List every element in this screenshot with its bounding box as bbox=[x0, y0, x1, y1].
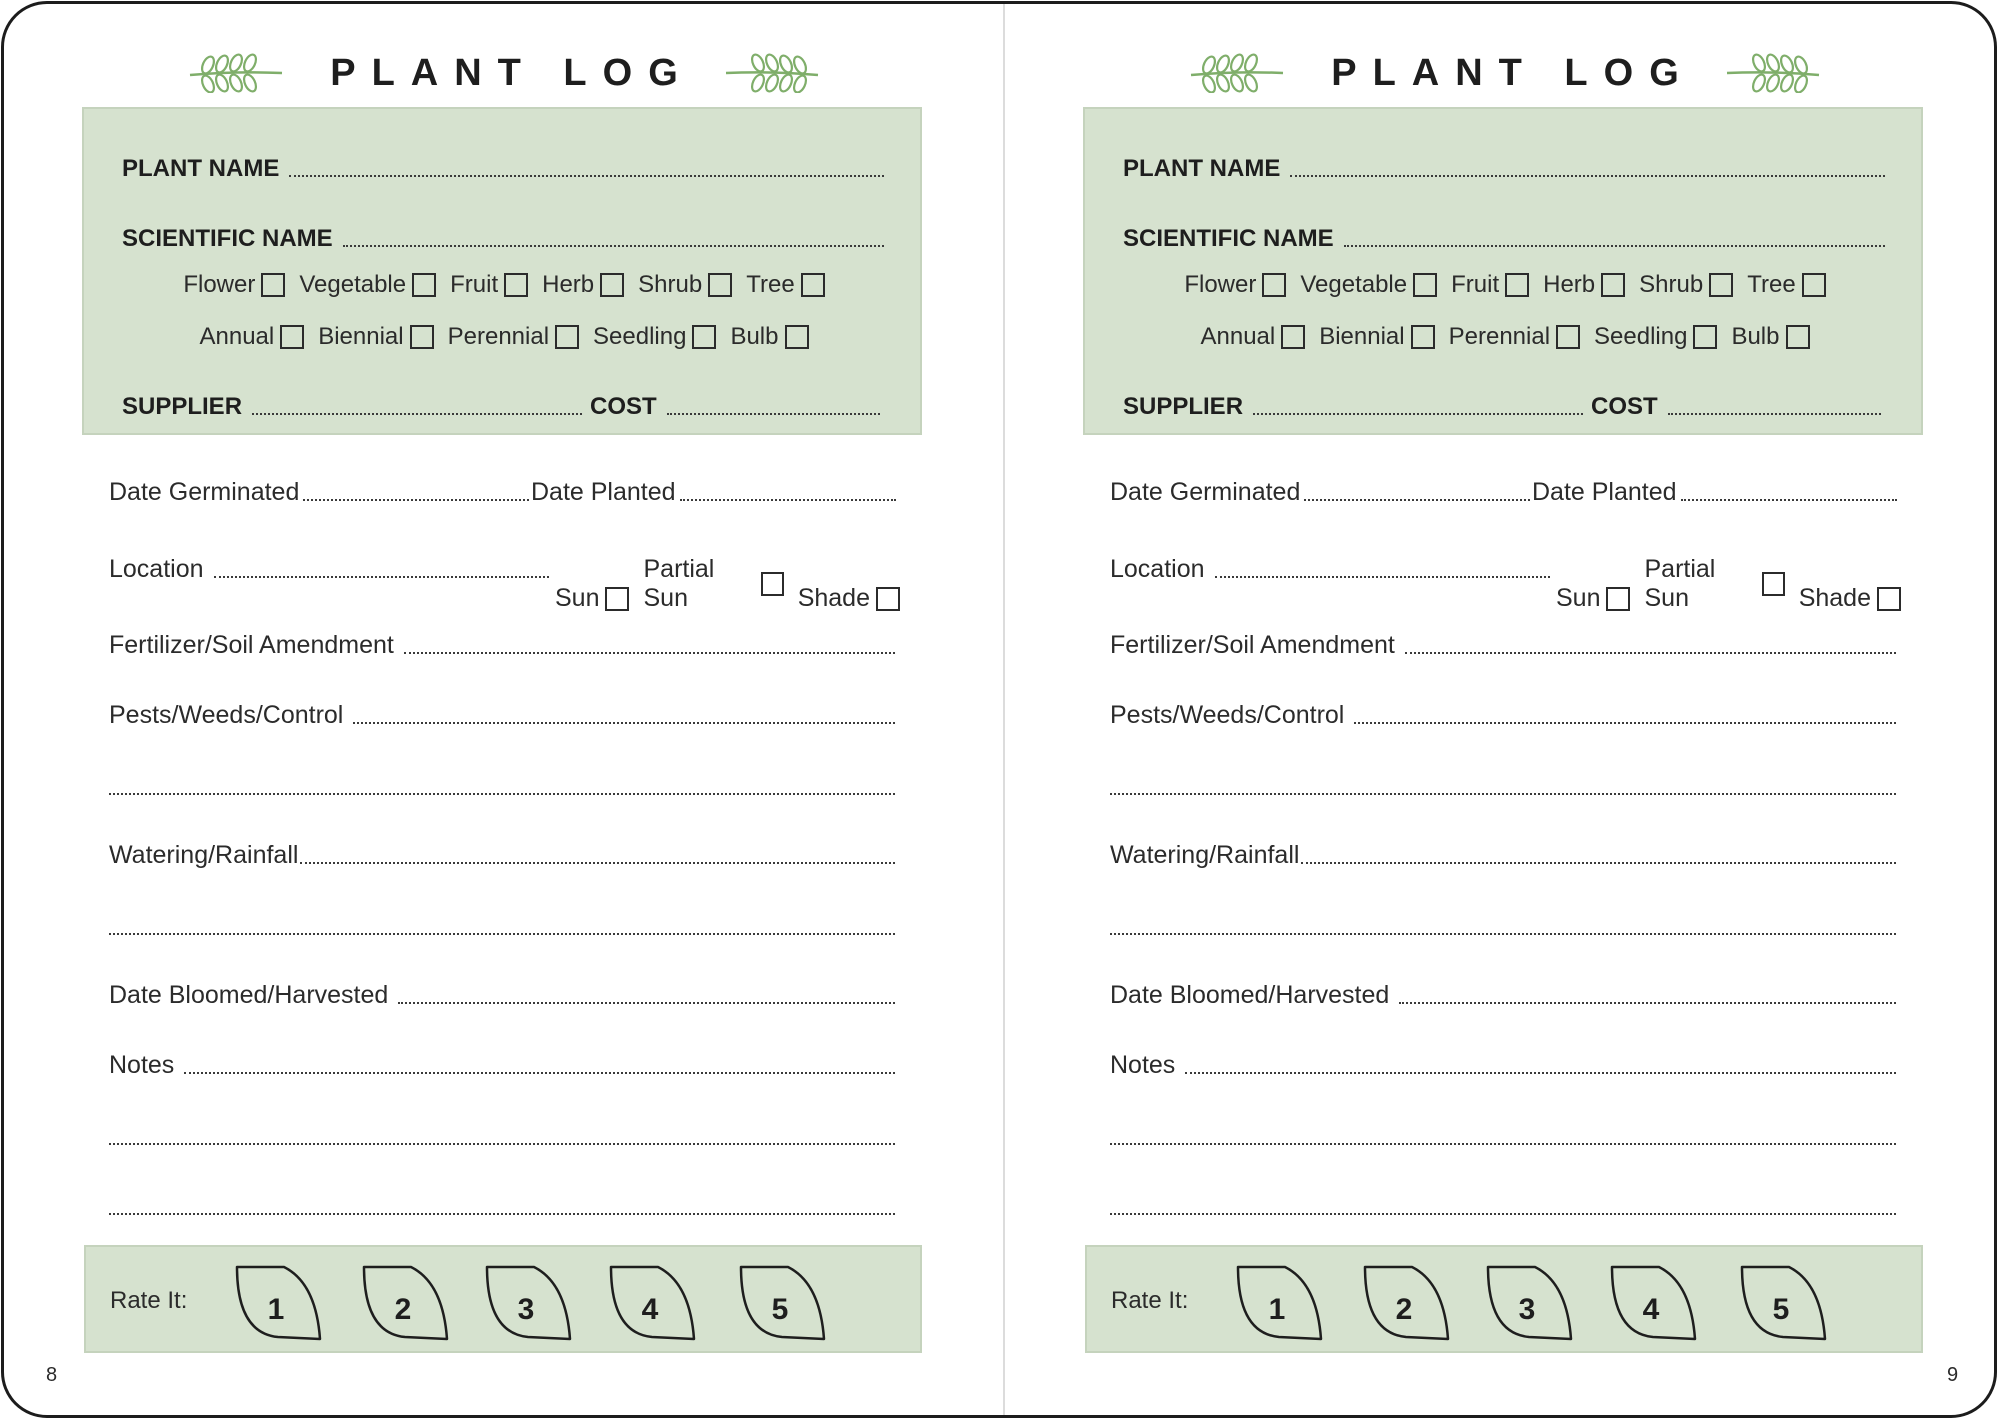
supplier-label: SUPPLIER bbox=[1123, 393, 1244, 420]
checkbox[interactable] bbox=[1709, 273, 1733, 297]
checkbox[interactable] bbox=[410, 325, 434, 349]
checkbox[interactable] bbox=[1413, 273, 1437, 297]
rating-leaf-2[interactable]: 2 bbox=[361, 1263, 451, 1343]
rate-label: Rate It: bbox=[1111, 1287, 1189, 1314]
date-germinated-line[interactable] bbox=[303, 499, 529, 501]
checkbox[interactable] bbox=[605, 587, 629, 611]
scientific-name-line[interactable] bbox=[1344, 245, 1885, 247]
cycle-perennial[interactable]: Perennial bbox=[448, 323, 579, 351]
cycle-bulb[interactable]: Bulb bbox=[1731, 323, 1809, 351]
cost-line[interactable] bbox=[1668, 413, 1881, 415]
left-page bbox=[4, 4, 1004, 1415]
cycle-perennial[interactable]: Perennial bbox=[1449, 323, 1580, 351]
plant-info-panel bbox=[82, 107, 922, 435]
date-planted-field[interactable] bbox=[1532, 478, 1897, 507]
pests-field[interactable] bbox=[1110, 701, 1896, 730]
type-herb[interactable]: Herb bbox=[542, 271, 624, 299]
location-field[interactable] bbox=[109, 555, 549, 584]
type-tree[interactable]: Tree bbox=[746, 271, 824, 299]
checkbox[interactable] bbox=[1606, 587, 1630, 611]
date-planted-field[interactable] bbox=[531, 478, 896, 507]
bloomed-field[interactable] bbox=[1110, 981, 1896, 1010]
watering-label: Watering/Rainfall bbox=[109, 841, 299, 869]
plant-type-row bbox=[1085, 271, 1925, 299]
leaf-sprig-icon bbox=[722, 53, 822, 93]
notes-line[interactable] bbox=[184, 1072, 895, 1074]
leaf-sprig-icon bbox=[186, 53, 286, 93]
notes-extra-line[interactable] bbox=[1110, 1213, 1896, 1215]
checkbox[interactable] bbox=[1601, 273, 1625, 297]
checkbox[interactable] bbox=[708, 273, 732, 297]
scientific-name-field[interactable] bbox=[1123, 225, 1885, 253]
type-fruit[interactable]: Fruit bbox=[1451, 271, 1529, 299]
type-tree[interactable]: Tree bbox=[1747, 271, 1825, 299]
notes-extra-line[interactable] bbox=[109, 1143, 895, 1145]
fertilizer-label: Fertilizer/Soil Amendment bbox=[109, 631, 394, 659]
checkbox[interactable] bbox=[412, 273, 436, 297]
watering-label: Watering/Rainfall bbox=[1110, 841, 1300, 869]
cycle-biennial[interactable]: Biennial bbox=[1319, 323, 1434, 351]
cost-label: COST bbox=[1591, 393, 1658, 420]
scientific-name-line[interactable] bbox=[343, 245, 884, 247]
rating-leaf-5[interactable]: 5 bbox=[738, 1263, 828, 1343]
sun-option-shade[interactable]: Shade bbox=[798, 584, 900, 613]
date-planted-label: Date Planted bbox=[531, 478, 676, 506]
cycle-biennial[interactable]: Biennial bbox=[318, 323, 433, 351]
location-label: Location bbox=[109, 555, 204, 583]
notes-field[interactable] bbox=[109, 1051, 895, 1080]
sun-option-sun[interactable]: Sun bbox=[1556, 584, 1630, 613]
leaf-sprig-icon bbox=[1187, 53, 1287, 93]
type-flower[interactable]: Flower bbox=[1184, 271, 1286, 299]
location-field[interactable] bbox=[1110, 555, 1550, 584]
pests-line[interactable] bbox=[1354, 722, 1896, 724]
page-number: 8 bbox=[46, 1364, 58, 1386]
notes-field[interactable] bbox=[1110, 1051, 1896, 1080]
rating-leaf-4[interactable]: 4 bbox=[1609, 1263, 1699, 1343]
rating-leaf-4[interactable]: 4 bbox=[608, 1263, 698, 1343]
sun-options bbox=[1556, 555, 1901, 613]
bloomed-line[interactable] bbox=[398, 1002, 895, 1004]
rating-panel bbox=[1085, 1245, 1923, 1353]
checkbox[interactable] bbox=[555, 325, 579, 349]
pests-label: Pests/Weeds/Control bbox=[1110, 701, 1345, 729]
plant-name-label: PLANT NAME bbox=[1123, 155, 1281, 182]
checkbox[interactable] bbox=[1262, 273, 1286, 297]
watering-field[interactable] bbox=[109, 841, 895, 870]
checkbox[interactable] bbox=[600, 273, 624, 297]
date-germinated-label: Date Germinated bbox=[1110, 478, 1301, 506]
checkbox[interactable] bbox=[1786, 325, 1810, 349]
checkbox[interactable] bbox=[1281, 325, 1305, 349]
checkbox[interactable] bbox=[504, 273, 528, 297]
checkbox[interactable] bbox=[876, 587, 900, 611]
type-herb[interactable]: Herb bbox=[1543, 271, 1625, 299]
date-germinated-label: Date Germinated bbox=[109, 478, 300, 506]
location-line[interactable] bbox=[214, 576, 549, 578]
checkbox[interactable] bbox=[692, 325, 716, 349]
page-title: PLANT LOG bbox=[330, 51, 694, 94]
type-fruit[interactable]: Fruit bbox=[450, 271, 528, 299]
plant-info-panel bbox=[1083, 107, 1923, 435]
rating-leaf-3[interactable]: 3 bbox=[1485, 1263, 1575, 1343]
supplier-line[interactable] bbox=[252, 413, 582, 415]
notes-line[interactable] bbox=[1185, 1072, 1896, 1074]
notes-extra-line[interactable] bbox=[1110, 1143, 1896, 1145]
scientific-name-label: SCIENTIFIC NAME bbox=[122, 225, 333, 252]
sun-option-sun[interactable]: Sun bbox=[555, 584, 629, 613]
fertilizer-line[interactable] bbox=[404, 652, 895, 654]
type-vegetable[interactable]: Vegetable bbox=[1300, 271, 1437, 299]
plant-name-field[interactable] bbox=[122, 155, 884, 183]
rating-panel bbox=[84, 1245, 922, 1353]
watering-extra-line[interactable] bbox=[1110, 933, 1896, 935]
type-shrub[interactable]: Shrub bbox=[638, 271, 732, 299]
plant-name-field[interactable] bbox=[1123, 155, 1885, 183]
notes-label: Notes bbox=[1110, 1051, 1176, 1079]
page-title: PLANT LOG bbox=[1331, 51, 1695, 94]
checkbox[interactable] bbox=[801, 273, 825, 297]
plant-type-row bbox=[84, 271, 924, 299]
checkbox[interactable] bbox=[261, 273, 285, 297]
watering-line[interactable] bbox=[300, 862, 895, 864]
date-germinated-line[interactable] bbox=[1304, 499, 1530, 501]
cycle-annual[interactable]: Annual bbox=[199, 323, 304, 351]
date-planted-label: Date Planted bbox=[1532, 478, 1677, 506]
page-header bbox=[1005, 50, 1997, 96]
date-germinated-field[interactable] bbox=[109, 478, 529, 507]
fertilizer-label: Fertilizer/Soil Amendment bbox=[1110, 631, 1395, 659]
bloomed-label: Date Bloomed/Harvested bbox=[1110, 981, 1390, 1009]
cost-label: COST bbox=[590, 393, 657, 420]
rating-leaf-1[interactable]: 1 bbox=[234, 1263, 324, 1343]
checkbox[interactable] bbox=[1802, 273, 1826, 297]
rating-leaf-3[interactable]: 3 bbox=[484, 1263, 574, 1343]
rate-label: Rate It: bbox=[110, 1287, 188, 1314]
type-shrub[interactable]: Shrub bbox=[1639, 271, 1733, 299]
fertilizer-field[interactable] bbox=[1110, 631, 1896, 660]
date-planted-line[interactable] bbox=[680, 499, 896, 501]
supplier-label: SUPPLIER bbox=[122, 393, 243, 420]
type-vegetable[interactable]: Vegetable bbox=[299, 271, 436, 299]
cycle-annual[interactable]: Annual bbox=[1200, 323, 1305, 351]
scientific-name-label: SCIENTIFIC NAME bbox=[1123, 225, 1334, 252]
watering-field[interactable] bbox=[1110, 841, 1896, 870]
supplier-field[interactable] bbox=[122, 393, 582, 421]
notes-extra-line[interactable] bbox=[109, 1213, 895, 1215]
rating-leaf-1[interactable]: 1 bbox=[1235, 1263, 1325, 1343]
rating-leaf-5[interactable]: 5 bbox=[1739, 1263, 1829, 1343]
date-planted-line[interactable] bbox=[1681, 499, 1897, 501]
fertilizer-field[interactable] bbox=[109, 631, 895, 660]
cycle-seedling[interactable]: Seedling bbox=[593, 323, 716, 351]
cost-field[interactable] bbox=[590, 393, 880, 421]
rating-leaf-2[interactable]: 2 bbox=[1362, 1263, 1452, 1343]
notes-label: Notes bbox=[109, 1051, 175, 1079]
pests-line[interactable] bbox=[353, 722, 895, 724]
checkbox[interactable] bbox=[1693, 325, 1717, 349]
notebook-spread bbox=[1, 1, 1997, 1418]
plant-name-line[interactable] bbox=[289, 175, 884, 177]
right-page bbox=[1005, 4, 1997, 1415]
watering-line[interactable] bbox=[1301, 862, 1896, 864]
checkbox[interactable] bbox=[785, 325, 809, 349]
checkbox[interactable] bbox=[1877, 587, 1901, 611]
cost-field[interactable] bbox=[1591, 393, 1881, 421]
checkbox[interactable] bbox=[1411, 325, 1435, 349]
fertilizer-line[interactable] bbox=[1405, 652, 1896, 654]
scientific-name-field[interactable] bbox=[122, 225, 884, 253]
pests-extra-line[interactable] bbox=[109, 793, 895, 795]
cost-line[interactable] bbox=[667, 413, 880, 415]
checkbox[interactable] bbox=[280, 325, 304, 349]
cycle-bulb[interactable]: Bulb bbox=[730, 323, 808, 351]
plant-name-label: PLANT NAME bbox=[122, 155, 280, 182]
location-label: Location bbox=[1110, 555, 1205, 583]
type-flower[interactable]: Flower bbox=[183, 271, 285, 299]
plant-lifecycle-row bbox=[1085, 323, 1925, 351]
cycle-seedling[interactable]: Seedling bbox=[1594, 323, 1717, 351]
plant-name-line[interactable] bbox=[1290, 175, 1885, 177]
sun-options bbox=[555, 555, 900, 613]
bloomed-label: Date Bloomed/Harvested bbox=[109, 981, 389, 1009]
pests-label: Pests/Weeds/Control bbox=[109, 701, 344, 729]
watering-extra-line[interactable] bbox=[109, 933, 895, 935]
bloomed-field[interactable] bbox=[109, 981, 895, 1010]
checkbox[interactable] bbox=[761, 572, 783, 596]
checkbox[interactable] bbox=[1556, 325, 1580, 349]
pests-field[interactable] bbox=[109, 701, 895, 730]
location-line[interactable] bbox=[1215, 576, 1550, 578]
supplier-line[interactable] bbox=[1253, 413, 1583, 415]
leaf-sprig-icon bbox=[1723, 53, 1823, 93]
bloomed-line[interactable] bbox=[1399, 1002, 1896, 1004]
date-germinated-field[interactable] bbox=[1110, 478, 1530, 507]
checkbox[interactable] bbox=[1762, 572, 1784, 596]
pests-extra-line[interactable] bbox=[1110, 793, 1896, 795]
sun-option-partial[interactable]: Partial Sun bbox=[1644, 555, 1784, 613]
page-number: 9 bbox=[1947, 1364, 1959, 1386]
plant-lifecycle-row bbox=[84, 323, 924, 351]
checkbox[interactable] bbox=[1505, 273, 1529, 297]
page-header bbox=[4, 50, 1004, 96]
sun-option-shade[interactable]: Shade bbox=[1799, 584, 1901, 613]
sun-option-partial[interactable]: Partial Sun bbox=[643, 555, 783, 613]
supplier-field[interactable] bbox=[1123, 393, 1583, 421]
